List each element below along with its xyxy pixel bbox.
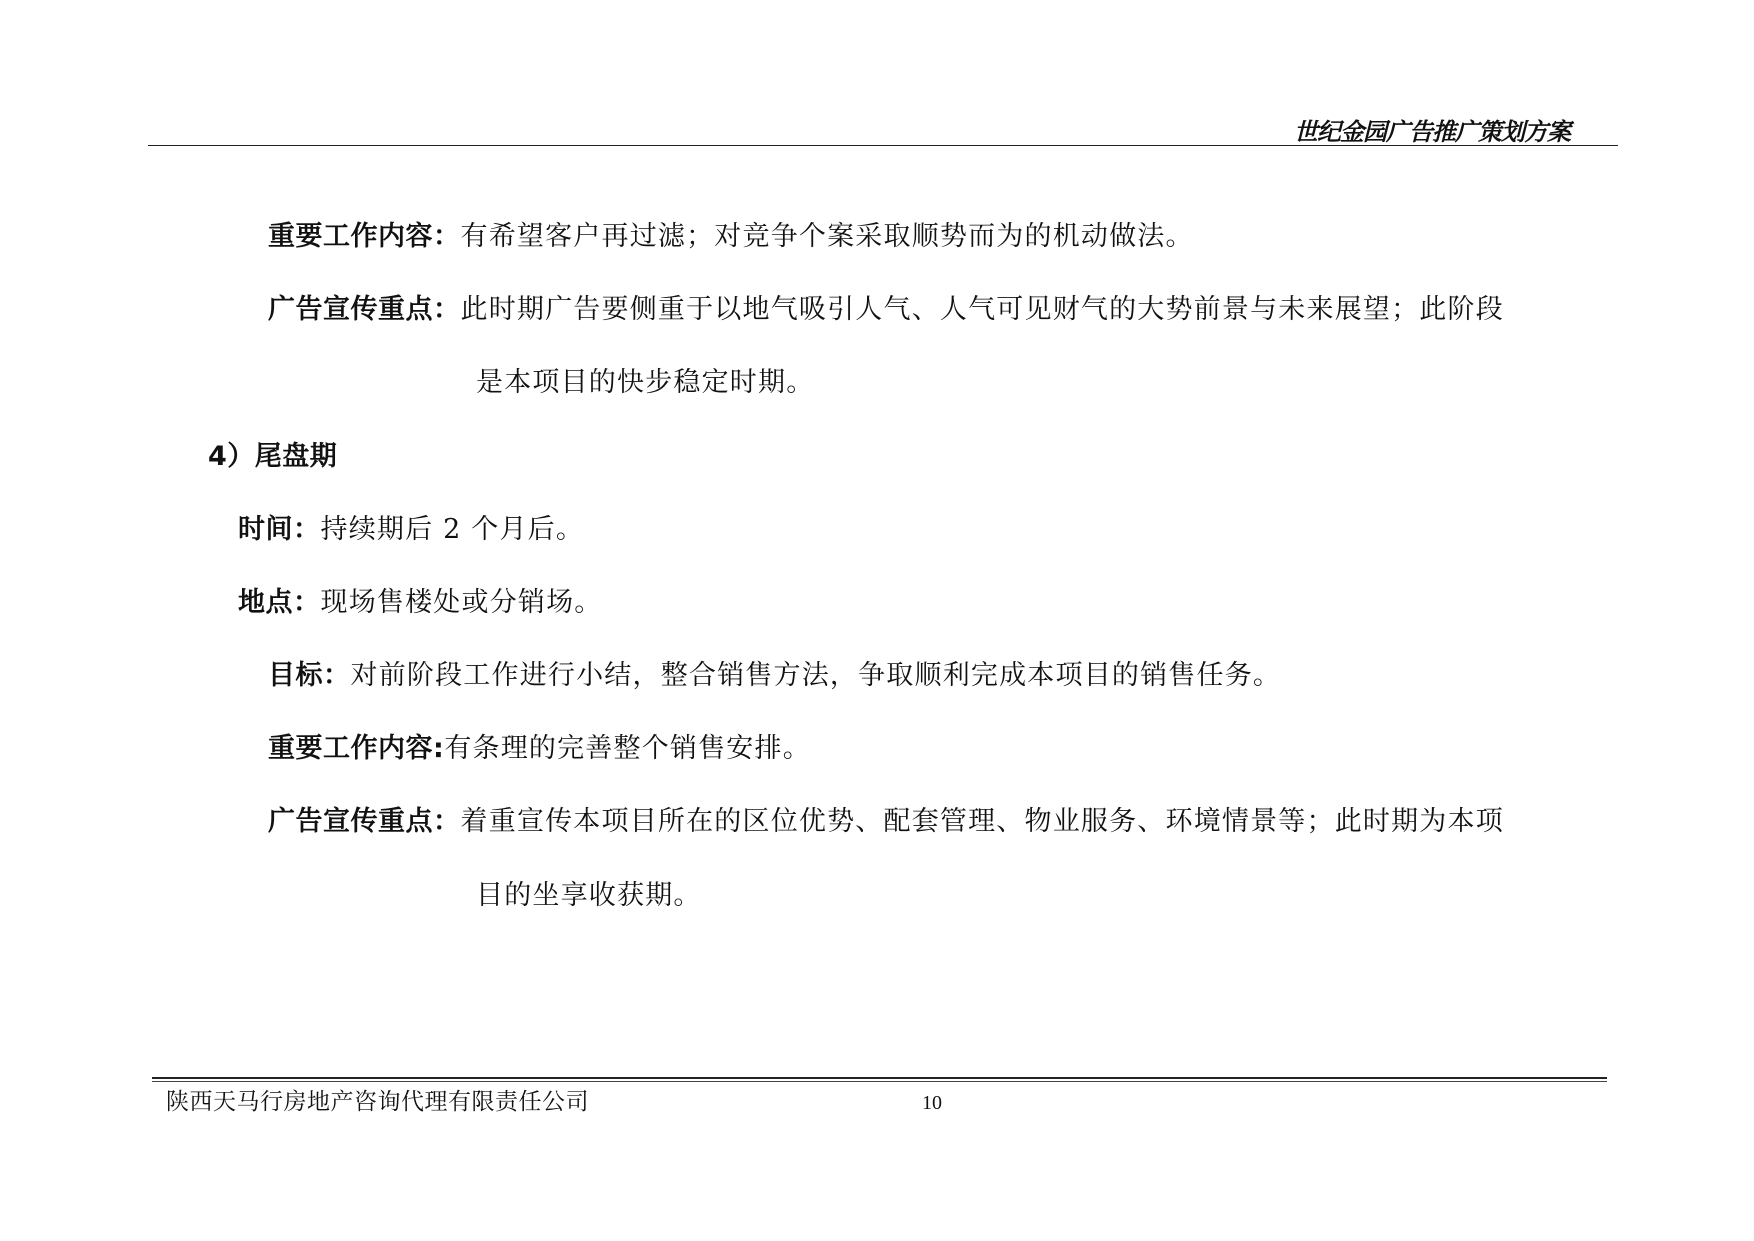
header-divider [148,145,1618,146]
text-ad-focus-2-continued: 目的坐享收获期。 [476,880,702,911]
text-time: 持续期后 2 个月后。 [320,514,585,545]
section-heading: 4）尾盘期 [208,441,338,472]
footer-company-name: 陕西天马行房地产咨询代理有限责任公司 [166,1089,589,1115]
label-key-work: 重要工作内容： [268,221,461,252]
paragraph-key-work-2 [268,729,811,769]
paragraph-place [238,583,603,623]
paragraph-goal [268,656,1281,696]
paragraph-time [238,510,584,550]
paragraph-key-work-1 [268,217,1194,257]
text-goal: 对前阶段工作进行小结，整合销售方法，争取顺利完成本项目的销售任务。 [350,660,1282,691]
label-goal: 目标： [268,660,351,691]
footer-divider-thin [152,1081,1607,1082]
text-place: 现场售楼处或分销场。 [320,587,603,618]
paragraph-ad-focus-2 [268,802,1504,842]
label-place: 地点： [238,587,321,618]
paragraph-ad-focus-1 [268,290,1504,330]
label-time: 时间： [238,514,321,545]
label-ad-focus-2: 广告宣传重点： [268,806,461,837]
label-key-work-2: 重要工作内容: [268,733,445,764]
text-ad-focus-2: 着重宣传本项目所在的区位优势、配套管理、物业服务、环境情景等；此时期为本项 [460,806,1504,837]
header-title: 世纪金园广告推广策划方案 [1294,118,1570,146]
footer-divider [152,1077,1607,1079]
text-key-work-2: 有条理的完善整个销售安排。 [444,733,811,764]
label-ad-focus: 广告宣传重点： [268,294,461,325]
text-ad-focus: 此时期广告要侧重于以地气吸引人气、人气可见财气的大势前景与未来展望；此阶段 [460,294,1504,325]
text-key-work: 有希望客户再过滤；对竞争个案采取顺势而为的机动做法。 [460,221,1194,252]
text-ad-focus-continued: 是本项目的快步稳定时期。 [476,367,815,398]
page-number: 10 [922,1092,942,1114]
